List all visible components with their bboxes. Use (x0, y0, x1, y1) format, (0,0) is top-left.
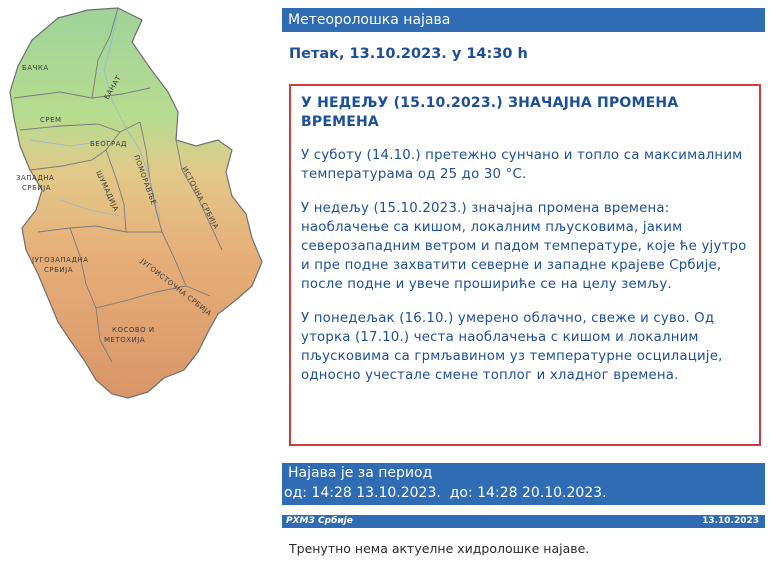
source-name: РХМЗ Србије (286, 516, 353, 526)
forecast-header-bar (282, 8, 765, 32)
region-label-zapadna-srbija: СРБИЈА (22, 184, 52, 192)
forecast-datetime: Петак, 13.10.2023. у 14:30 h (289, 46, 528, 62)
region-label-pomoravlje: ПОМОРАВЉЕ (132, 153, 158, 207)
forecast-paragraph-saturday: У суботу (14.10.) претежно сунчано и топло са максималним температурама од 25 до 30 °C. (301, 148, 743, 182)
forecast-header-title: Метеоролошка најава (288, 12, 451, 28)
source-date: 13.10.2023 (702, 516, 759, 526)
source-bar (282, 515, 765, 528)
region-label-jugoistocna-srbija: ЈУГОИСТОЧНА СРБИЈА (138, 257, 214, 318)
region-label-backa: БАЧКА (22, 64, 49, 72)
period-label: Најава је за период (288, 465, 433, 481)
forecast-period-bar (282, 463, 765, 505)
region-label-istocna-srbija: ИСТОЧНА СРБИЈА (180, 165, 221, 231)
region-label-kosovo: КОСОВО И (112, 326, 155, 334)
region-label-jugozapadna-srbija: СРБИЈА (44, 266, 74, 274)
forecast-paragraph-monday: У понедељак (16.10.) умерено облачно, свеже и суво. Од уторка (17.10.) честа наоблачења с кишом и локалним пљусковима са грмљавином уз температурне осцилације, односно учестале смене топлог и хладног времена. (301, 311, 723, 383)
forecast-headline: У НЕДЕЉУ (15.10.2023.) ЗНАЧАЈНА ПРОМЕНА ВРЕМЕНА (301, 95, 679, 130)
region-label-metohija: МЕТОХИЈА (104, 336, 146, 344)
region-label-beograd: БЕОГРАД (90, 140, 127, 148)
region-label-zapadna: ЗАПАДНА (16, 174, 55, 182)
forecast-paragraph-sunday: У недељу (15.10.2023.) значајна промена времена: наоблачење са кишом, локалним пљусковима, јаким северозападним ветром и падом температуре, које ће ујутро и пре подне захватити северне и западне крајеве Србије, после подне и увече прошириће се на целу земљу. (301, 201, 747, 292)
region-label-sumadija: ШУМАДИЈА (94, 169, 121, 213)
serbia-regions-map (0, 0, 275, 420)
region-label-srem: СРЕМ (40, 116, 62, 124)
period-range: од: 14:28 13.10.2023. до: 14:28 20.10.2023. (284, 485, 607, 501)
hydro-forecast-message: Тренутно нема актуелне хидролошке најаве. (289, 541, 590, 556)
region-label-jugozapadna: ЈУГОЗАПАДНА (32, 256, 89, 264)
region-label-banat: БАНАТ (102, 74, 123, 101)
forecast-alert-box (289, 84, 761, 446)
